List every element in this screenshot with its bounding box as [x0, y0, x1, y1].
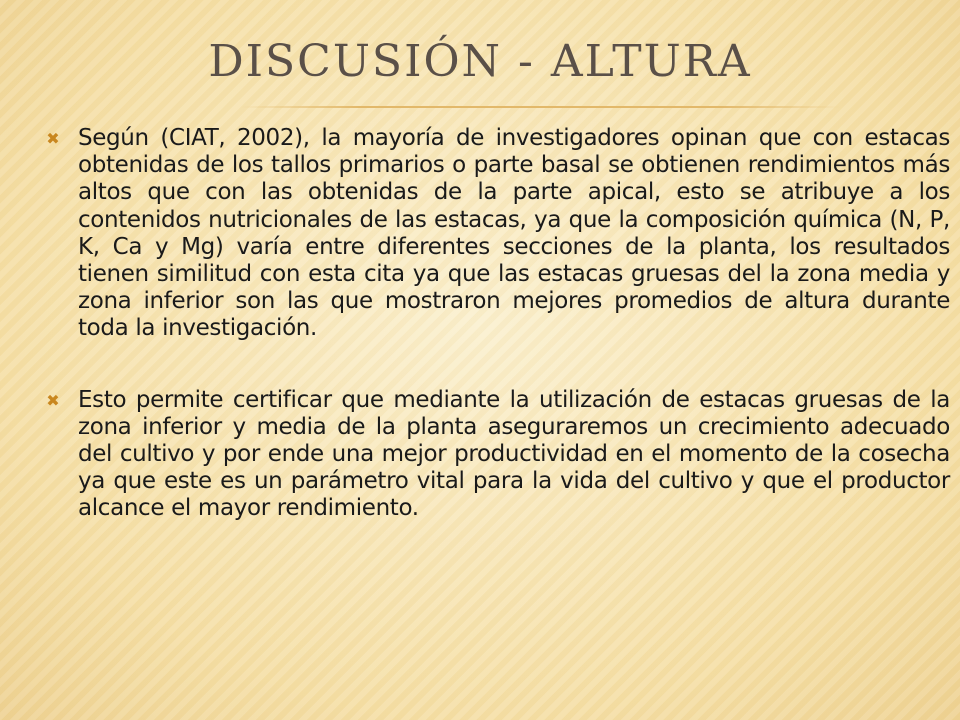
x-bullet-icon: ✖ [46, 129, 60, 148]
slide-title: DISCUSIÓN - ALTURA [208, 36, 752, 87]
bullet-item [44, 125, 950, 343]
bullet-item [44, 387, 950, 523]
bullet-text: Según (CIAT, 2002), la mayoría de investigadores opinan que con estacas obtenidas de los tallos primarios o parte basal se obtienen rendimientos más altos que con las obtenidas de la parte apical, esto se atribuye a los contenidos nutricionales de las estacas, ya que la composición química (N, P, K, Ca y Mg) varía entre diferentes secciones de la planta, los resultados tienen similitud con esta cita ya que las estacas gruesas del la zona media y zona inferior son las que mostraron mejores promedios de altura durante toda la investigación. [78, 125, 950, 342]
slide-body [44, 125, 950, 567]
title-divider [240, 106, 840, 108]
bullet-text: Esto permite certificar que mediante la utilización de estacas gruesas de la zona inferior y media de la planta aseguraremos un crecimiento adecuado del cultivo y por ende una mejor productividad en el momento de la cosecha ya que este es un parámetro vital para la vida del cultivo y que el productor alcance el mayor rendimiento. [78, 386, 950, 522]
x-bullet-icon: ✖ [46, 390, 60, 410]
